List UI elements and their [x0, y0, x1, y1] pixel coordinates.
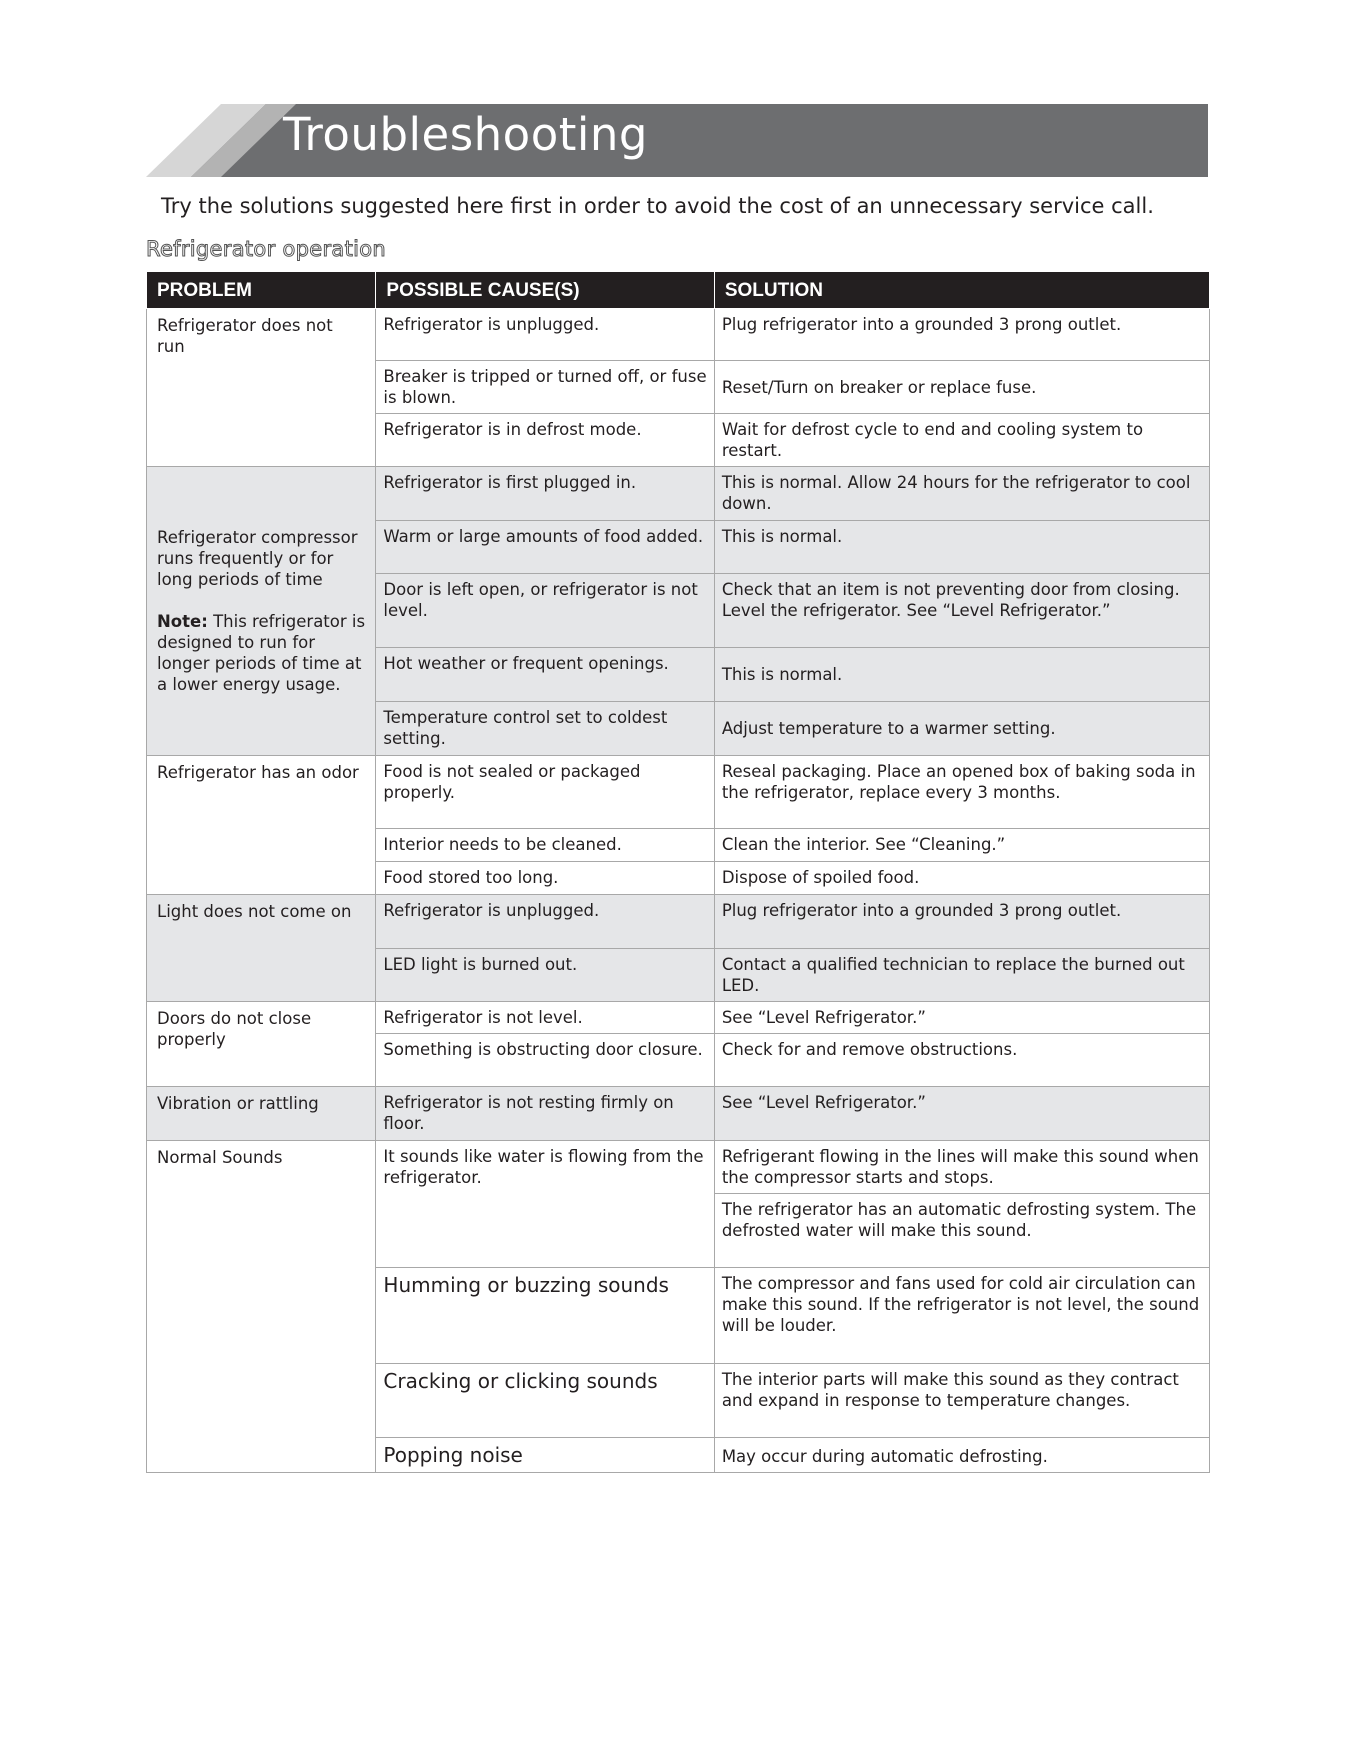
cause-cell: Breaker is tripped or turned off, or fuse is blown.: [376, 361, 714, 414]
cause-cell: Door is left open, or refrigerator is not level.: [376, 574, 714, 648]
cause-cell: Refrigerator is in defrost mode.: [376, 414, 714, 467]
table-row: [147, 467, 1210, 521]
solution-cell: This is normal. Allow 24 hours for the refrigerator to cool down.: [714, 467, 1209, 521]
table-row: [147, 1087, 1210, 1141]
title-banner: [146, 104, 1208, 177]
cause-cell: Food is not sealed or packaged properly.: [376, 756, 714, 829]
note-label: Note:: [157, 612, 208, 631]
table-row: [147, 1141, 1210, 1194]
section-title: Refrigerator operation: [146, 237, 386, 261]
column-header-cause: POSSIBLE CAUSE(S): [376, 272, 714, 309]
cause-cell: Humming or buzzing sounds: [376, 1268, 714, 1364]
cause-cell: Refrigerator is not resting firmly on floor.: [376, 1087, 714, 1141]
solution-cell: Check for and remove obstructions.: [714, 1034, 1209, 1087]
note-text: This refrigerator is designed to run for longer periods of time at a lower energy usage.: [157, 612, 366, 694]
solution-cell: See “Level Refrigerator.”: [714, 1002, 1209, 1034]
solution-cell: See “Level Refrigerator.”: [714, 1087, 1209, 1141]
cause-cell: It sounds like water is flowing from the refrigerator.: [376, 1141, 714, 1268]
cause-cell: Something is obstructing door closure.: [376, 1034, 714, 1087]
cause-cell: Refrigerator is not level.: [376, 1002, 714, 1034]
intro-text: Try the solutions suggested here first in order to avoid the cost of an unnecessary service call.: [161, 194, 1154, 218]
cause-cell: Temperature control set to coldest setting.: [376, 702, 714, 756]
problem-cell: Doors do not close properly: [147, 1002, 376, 1087]
cause-cell: Warm or large amounts of food added.: [376, 521, 714, 574]
table-row: [147, 1002, 1210, 1034]
solution-cell: This is normal.: [714, 648, 1209, 702]
problem-cell: [147, 467, 376, 756]
problem-note: [157, 611, 365, 695]
table-row: [147, 309, 1210, 361]
table-header-row: [147, 272, 1210, 309]
cause-cell: LED light is burned out.: [376, 949, 714, 1002]
solution-cell: Contact a qualified technician to replace the burned out LED.: [714, 949, 1209, 1002]
problem-text: Refrigerator compressor runs frequently or for long periods of time: [157, 528, 358, 589]
table-row: [147, 756, 1210, 829]
problem-cell: Light does not come on: [147, 895, 376, 1002]
solution-cell: Plug refrigerator into a grounded 3 prong outlet.: [714, 309, 1209, 361]
troubleshooting-table: [146, 271, 1210, 1473]
problem-cell: Normal Sounds: [147, 1141, 376, 1473]
column-header-problem: PROBLEM: [147, 272, 376, 309]
page-title: Troubleshooting: [283, 108, 648, 161]
cause-cell: Refrigerator is unplugged.: [376, 309, 714, 361]
solution-cell: Clean the interior. See “Cleaning.”: [714, 829, 1209, 862]
solution-cell: Plug refrigerator into a grounded 3 prong outlet.: [714, 895, 1209, 949]
cause-cell: Interior needs to be cleaned.: [376, 829, 714, 862]
solution-cell: Wait for defrost cycle to end and cooling system to restart.: [714, 414, 1209, 467]
solution-cell: Reseal packaging. Place an opened box of baking soda in the refrigerator, replace every 3 months.: [714, 756, 1209, 829]
solution-cell: Dispose of spoiled food.: [714, 862, 1209, 895]
solution-cell: The refrigerator has an automatic defrosting system. The defrosted water will make this sound.: [714, 1194, 1209, 1268]
solution-cell: Check that an item is not preventing door from closing. Level the refrigerator. See “Level Refrigerator.”: [714, 574, 1209, 648]
solution-cell: This is normal.: [714, 521, 1209, 574]
cause-cell: Food stored too long.: [376, 862, 714, 895]
solution-cell: Adjust temperature to a warmer setting.: [714, 702, 1209, 756]
solution-cell: May occur during automatic defrosting.: [714, 1438, 1209, 1473]
cause-cell: Popping noise: [376, 1438, 714, 1473]
solution-cell: Refrigerant flowing in the lines will make this sound when the compressor starts and stops.: [714, 1141, 1209, 1194]
problem-cell: Refrigerator has an odor: [147, 756, 376, 895]
cause-cell: Hot weather or frequent openings.: [376, 648, 714, 702]
problem-cell: Vibration or rattling: [147, 1087, 376, 1141]
cause-cell: Cracking or clicking sounds: [376, 1364, 714, 1438]
solution-cell: The interior parts will make this sound as they contract and expand in response to temperature changes.: [714, 1364, 1209, 1438]
solution-cell: Reset/Turn on breaker or replace fuse.: [714, 361, 1209, 414]
cause-cell: Refrigerator is unplugged.: [376, 895, 714, 949]
cause-cell: Refrigerator is first plugged in.: [376, 467, 714, 521]
problem-cell: Refrigerator does not run: [147, 309, 376, 467]
column-header-solution: SOLUTION: [714, 272, 1209, 309]
table-row: [147, 895, 1210, 949]
solution-cell: The compressor and fans used for cold air circulation can make this sound. If the refrigerator is not level, the sound will be louder.: [714, 1268, 1209, 1364]
